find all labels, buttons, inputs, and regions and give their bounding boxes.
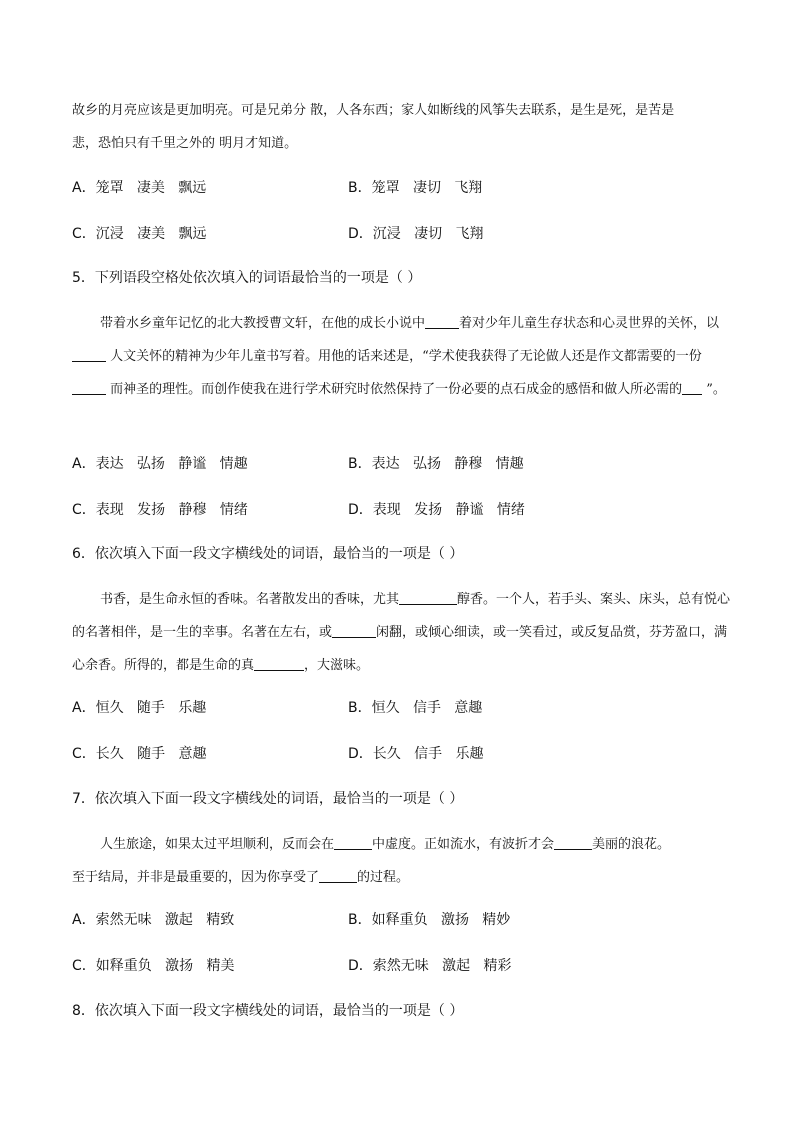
q7-text-1: 人生旅途，如果太过平坦顺利，反而会在 xyxy=(100,837,335,852)
q4-option-c[interactable]: C．沉浸 凄美 飘远 xyxy=(72,226,207,242)
q6-option-c[interactable]: C．长久 随手 意趣 xyxy=(72,746,207,762)
q5-passage xyxy=(72,307,732,406)
q6-text-4: 闲翻，或倾心细读，或一笑看过，或反复品 xyxy=(376,625,624,640)
q7-text-5: 的过程。 xyxy=(357,870,410,885)
q4-option-a[interactable]: A．笼罩 凄美 飘远 xyxy=(72,180,207,196)
q5-text-2: 着对少年儿童生存状态和心灵世界的关 xyxy=(459,316,681,331)
q6-stem: 6．依次填入下面一段文字横线处的词语，最恰当的一项是（ ） xyxy=(72,546,464,562)
q7-blank-1 xyxy=(334,835,372,850)
q8-stem: 8．依次填入下面一段文字横线处的词语，最恰当的一项是（ ） xyxy=(72,1003,464,1019)
q5-text-4: 人文关怀的精神为少年儿童书写着。用他的话来述是，“学术使我获得了无论做人还是作文都 xyxy=(106,349,637,364)
q7-option-d[interactable]: D．索然无味 激起 精彩 xyxy=(348,958,512,974)
q4-passage-line1: 故乡的月亮应该是更加明亮。可是兄弟分 散，人各东西；家人如断线的风筝失去联系，是生是死，是苦是 xyxy=(72,103,675,118)
q7-option-a[interactable]: A．索然无味 激起 精致 xyxy=(72,912,235,928)
q7-text-2: 中虚度。正如流水，有波折才会 xyxy=(372,837,555,852)
q5-option-a[interactable]: A．表达 弘扬 静谧 情趣 xyxy=(72,456,248,472)
q6-text-3: 总有悦心的名著相伴，是一生的幸事。名著在左右，或 xyxy=(72,592,731,640)
q6-text-2: 醇香。一个人，若手头、案头、床头， xyxy=(457,592,679,607)
q5-text-6: 而神圣的理性。而创作使我在进行学术研究时依然保持了一份必要的点石成金的感悟和 xyxy=(106,382,605,397)
q6-blank-1 xyxy=(399,590,457,605)
q5-text-1: 带着水乡童年记忆的北大教授曹文轩，在他的成长小说中 xyxy=(100,316,426,331)
q6-option-b[interactable]: B．恒久 信手 意趣 xyxy=(348,700,483,716)
q5-text-7: 做人所必需的 xyxy=(604,382,683,397)
q6-option-a[interactable]: A．恒久 随手 乐趣 xyxy=(72,700,207,716)
q5-text-3: 怀，以 xyxy=(680,316,720,331)
q4-option-d[interactable]: D．沉浸 凄切 飞翔 xyxy=(348,226,484,242)
q5-text-8: ”。 xyxy=(702,382,726,397)
q4-option-b[interactable]: B．笼罩 凄切 飞翔 xyxy=(348,180,483,196)
q6-blank-3 xyxy=(254,656,304,671)
q7-option-b[interactable]: B．如释重负 激扬 精妙 xyxy=(348,912,511,928)
q5-blank-4 xyxy=(682,380,702,395)
q7-blank-3 xyxy=(319,868,357,883)
q7-text-4: 至于结局，并非是最重要的，因为你享受了 xyxy=(72,870,320,885)
q6-option-d[interactable]: D．长久 信手 乐趣 xyxy=(348,746,484,762)
q4-passage-line2: 悲，恐怕只有千里之外的 明月才知道。 xyxy=(72,136,298,151)
q7-blank-2 xyxy=(554,835,592,850)
q6-text-1: 书香，是生命永恒的香味。名著散发出的香味，尤其 xyxy=(100,592,400,607)
q6-text-5: 赏，芬芳盈口，满心余香。所得的，都是生命的真 xyxy=(72,625,728,673)
q5-blank-3 xyxy=(72,380,106,395)
q5-option-d[interactable]: D．表现 发扬 静谧 情绪 xyxy=(348,502,525,518)
q5-blank-1 xyxy=(425,314,459,329)
q5-option-c[interactable]: C．表现 发扬 静穆 情绪 xyxy=(72,502,248,518)
q7-option-c[interactable]: C．如释重负 激扬 精美 xyxy=(72,958,235,974)
q5-stem: 5．下列语段空格处依次填入的词语最恰当的一项是（ ） xyxy=(72,270,422,286)
q5-option-b[interactable]: B．表达 弘扬 静穆 情趣 xyxy=(348,456,524,472)
q6-passage xyxy=(72,583,732,682)
q7-stem: 7．依次填入下面一段文字横线处的词语，最恰当的一项是（ ） xyxy=(72,791,464,807)
q4-passage-tail xyxy=(72,94,732,160)
q6-text-6: ，大滋味。 xyxy=(304,658,370,673)
q6-blank-2 xyxy=(332,623,376,638)
q7-passage xyxy=(72,828,732,894)
q5-text-5: 需要的一份 xyxy=(636,349,702,364)
q7-text-3: 美丽的浪花。 xyxy=(592,837,671,852)
q5-blank-2 xyxy=(72,347,106,362)
